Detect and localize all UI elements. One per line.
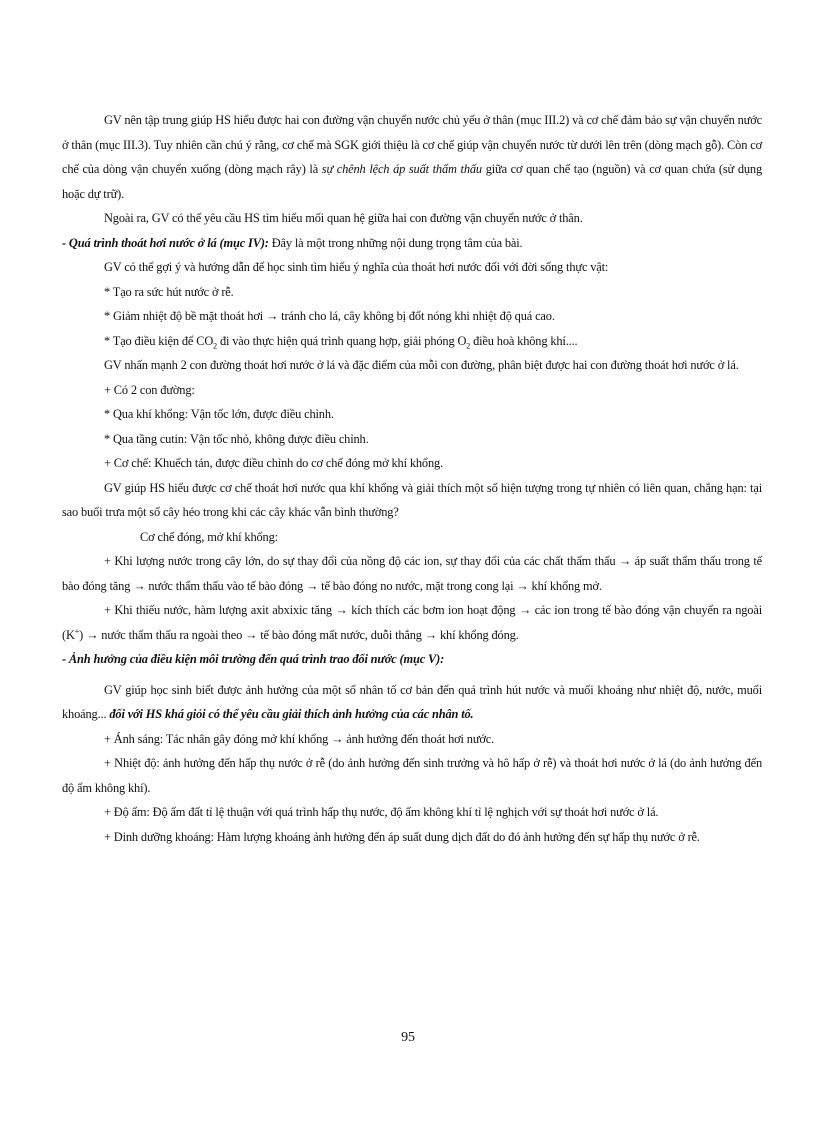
italic-bold-note: đối với HS khá giỏi có thể yêu cầu giải thích ảnh hưởng của các nhân tố. [109, 707, 474, 721]
item-water-deficit [62, 598, 762, 647]
item-temperature: + Nhiệt độ: ảnh hưởng đến hấp thụ nước ở rễ (do ảnh hưởng đến sinh trưởng và hô hấp ở rễ) và thoát hơi nước ở lá (do ảnh hưởng đến độ ẩm không khí). [62, 756, 762, 795]
subheading-open-close: Cơ chế đóng, mở khí khổng: [140, 529, 278, 544]
bullet-co2 [62, 329, 762, 354]
text-run: điều hoà không khí.... [470, 333, 578, 348]
text-run: Đây là một trong những nội dung trọng tâm của bài. [268, 235, 523, 250]
item-light: + Ánh sáng: Tác nhân gây đóng mở khí khổng → ảnh hưởng đến thoát hơi nước. [104, 731, 495, 746]
paragraph-two-pathways: GV nhấn mạnh 2 con đường thoát hơi nước ở lá và đặc điểm của mỗi con đường, phân biệt được hai con đường thoát hơi nước ở lá. [104, 358, 739, 372]
text-run: + Khi thiếu nước, hàm lượng axit abxixic tăng → kích thích các bơm ion hoạt động → các ion trong tế bào đóng vận chuyển ra ngoài (K [62, 603, 762, 642]
item-mineral-nutrition: + Dinh dưỡng khoáng: Hàm lượng khoáng ảnh hưởng đến áp suất dung dịch đất do đó ảnh hưởng đến sự hấp thụ nước ở rễ. [104, 829, 700, 844]
item-mechanism: + Cơ chế: Khuếch tán, được điều chỉnh do cơ chế đóng mở khí khổng. [104, 456, 444, 470]
bullet-cooling: * Giảm nhiệt độ bề mặt thoát hơi → tránh cho lá, cây không bị đốt nóng khi nhiệt độ quá cao. [104, 309, 555, 323]
paragraph-environment-factors [62, 678, 762, 727]
bullet-cuticle: * Qua tầng cutin: Vận tốc nhỏ, không được điều chỉnh. [104, 431, 369, 446]
section-heading-environment [62, 647, 762, 672]
italic-term: sự chênh lệch áp suất thẩm thấu [321, 162, 482, 176]
item-two-paths: + Có 2 con đường: [104, 382, 195, 397]
subscript: 2 [466, 340, 471, 350]
document-body [62, 108, 762, 849]
section-heading-label: - Quá trình thoát hơi nước ở lá (mục IV): [62, 235, 269, 250]
page-number: 95 [401, 1030, 415, 1045]
paragraph-relationship: Ngoài ra, GV có thể yêu cầu HS tìm hiểu mối quan hệ giữa hai con đường vận chuyển nước ở thân. [104, 211, 583, 225]
text-run: GV nên tập trung giúp HS hiểu được hai con đường vận chuyển nước chủ yếu ở thân (mục III.2) và cơ chế đảm bảo sự vận chuyển nước ở thân (mục III.3). Tuy nhiên cần chú ý rằng, cơ chế mà SGK giới thiệu là cơ chế giúp vận chuyển nước từ dưới lên trên (dòng mạch gỗ). Còn cơ chế của dòng vận chuyển xuống (dòng mạch rây) là [62, 113, 762, 176]
text-run: giữa cơ quan chế tạo (nguồn) và cơ quan chứa (sử dụng hoặc dự trữ). [62, 162, 763, 201]
bullet-suction: * Tạo ra sức hút nước ở rễ. [104, 284, 234, 299]
text-run: đi vào thực hiện quá trình quang hợp, giải phóng O [217, 333, 467, 348]
paragraph-stomata-mechanism: GV giúp HS hiểu được cơ chế thoát hơi nước qua khí khổng và giải thích một số hiện tượng trong tự nhiên có liên quan, chẳng hạn: tại sao buổi trưa một số cây héo trong khi các cây khác vẫn bình thường? [62, 480, 762, 519]
text-run: ) → nước thẩm thấu ra ngoài theo → tế bào đóng mất nước, duỗi thẳng → khí khổng đóng. [79, 627, 519, 642]
section-heading-transpiration [62, 231, 762, 256]
superscript: + [74, 626, 80, 636]
item-water-abundant: + Khi lượng nước trong cây lớn, do sự thay đổi của nồng độ các ion, sự thay đổi của các chất thẩm thấu → áp suất thẩm thấu trong tế bào đóng tăng → nước thẩm thấu vào tế bào đóng → tế bào đóng no nước, mặt trong cong lại → khí khổng mở. [62, 554, 762, 593]
item-humidity: + Độ ẩm: Độ ẩm đất tỉ lệ thuận với quá trình hấp thụ nước, độ ẩm không khí tỉ lệ nghịch với sự thoát hơi nước ở lá. [104, 805, 659, 819]
bullet-stomata: * Qua khí khổng: Vận tốc lớn, được điều chỉnh. [104, 407, 334, 421]
text-run: GV giúp học sinh biết được ảnh hưởng của một số nhân tố cơ bản đến quá trình hút nước và muối khoáng như nhiệt độ, nước, muối khoáng... [62, 682, 762, 721]
paragraph-stem-transport [62, 108, 762, 206]
section-heading-label: - Ảnh hưởng của điều kiện môi trường đến quá trình trao đổi nước (mục V): [62, 652, 445, 666]
subscript: 2 [213, 340, 218, 350]
paragraph-transpiration-meaning: GV có thể gợi ý và hướng dẫn để học sinh tìm hiểu ý nghĩa của thoát hơi nước đối với đời sống thực vật: [104, 260, 609, 274]
text-run: * Tạo điều kiện để CO [104, 333, 214, 348]
